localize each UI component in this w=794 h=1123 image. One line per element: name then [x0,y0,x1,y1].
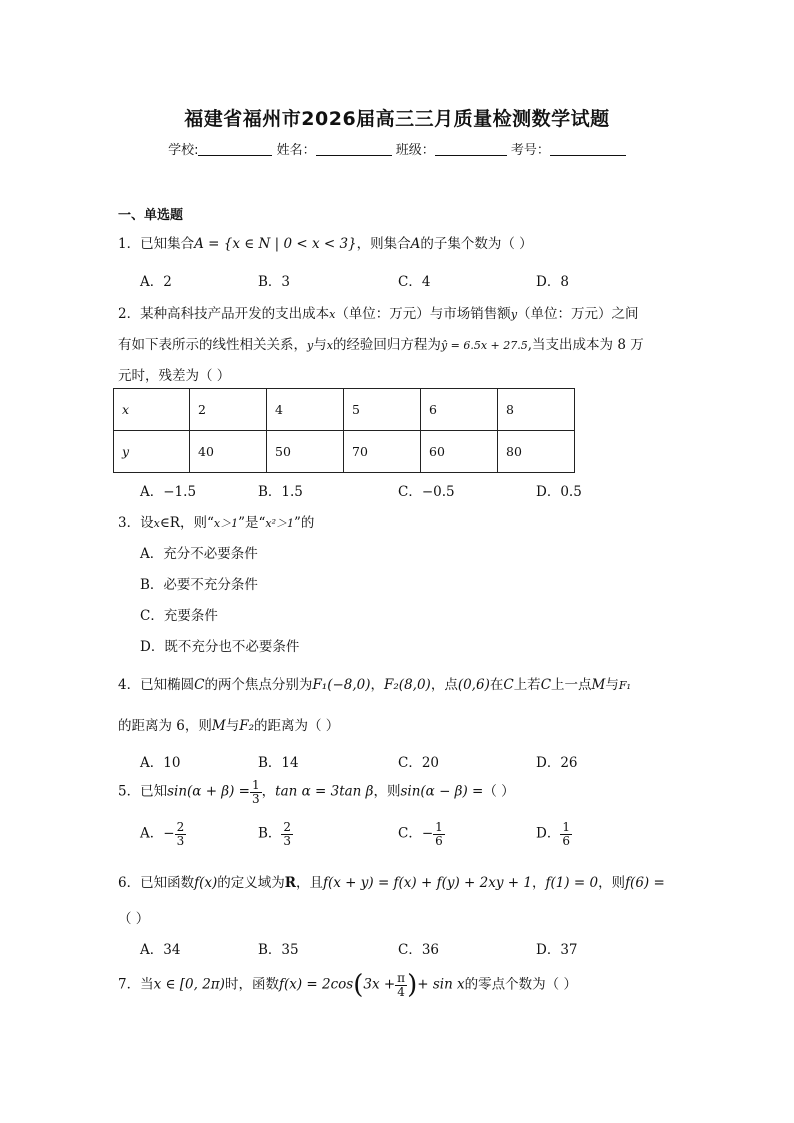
q7-expr: + sin x [417,976,465,993]
q5-text: （ ） [483,783,515,800]
q4-focus-2: F₂(8,0) [384,677,431,693]
q3-condition: x＞1 [213,517,239,530]
q4-text: 上一点 [551,677,592,693]
q6-option-a: A．34 [140,942,181,958]
section-title: 一、单选题 [118,208,184,223]
q4-var: C [503,677,514,693]
q4-var: C [540,677,552,693]
q7-domain: x ∈ [0, 2π) [153,976,225,993]
question-2-line-3: 元时，残差为（ ） [118,368,231,384]
q2-option-b: B．1.5 [258,484,303,500]
q2-text: ,当支出成本为 8 万 [527,337,644,353]
q7-expr: 3x + [363,976,396,993]
q2-option-a: A．−1.5 [140,484,197,500]
option-sign: − [421,825,434,842]
option-fraction [281,821,293,847]
q6-functional-eq: f(x + y) = f(x) + f(y) + 2xy + 1 [322,875,532,891]
student-info-line [0,139,794,158]
table-cell: 4 [267,389,344,431]
q1-text: 已知集合 [140,236,195,252]
q1-option-c: C．4 [398,274,431,290]
question-6 [118,871,665,891]
q5-expr: sin(α + β) = [167,783,250,800]
q7-text: 时，函数 [224,976,279,993]
q5-expr: tan α = 3tan β [275,783,374,800]
q3-option-a: A．充分不必要条件 [140,546,258,562]
q7-paren-open: ( [353,970,364,1000]
q3-text: 3．设 [118,515,154,531]
q5-option-c [398,821,445,847]
q2-text: 有如下表所示的线性相关关系， [118,337,307,353]
q2-regression-eq: ŷ = 6.5x + 27.5 [440,339,528,352]
q5-fraction [250,779,262,805]
q4-text: 的距离为 6，则 [118,718,212,734]
question-7 [118,970,577,1000]
q1-text: ，则集合 [356,236,411,252]
question-2-line-1 [118,302,639,322]
option-fraction [560,821,572,847]
q2-option-d: D．0.5 [536,484,582,500]
fraction-numerator: 1 [435,820,443,834]
option-fraction [433,821,445,847]
school-blank [198,142,272,156]
q3-text: ”的 [294,515,315,531]
q2-text: 与 [313,337,327,353]
table-cell: 70 [344,431,421,473]
q4-text: 的两个焦点分别为 [204,677,313,693]
q7-fraction [395,972,407,998]
question-4-line-2 [118,714,339,734]
fraction-denominator: 3 [283,833,292,848]
question-5 [118,779,515,805]
page-title: 福建省福州市2026届高三三月质量检测数学试题 [184,108,610,130]
option-sign: − [163,825,175,842]
table-cell: 5 [344,389,421,431]
fraction-numerator: 2 [283,820,292,834]
q1-text: 的子集个数为（ ） [420,236,533,252]
table-cell: y [114,431,190,473]
q4-option-b: B．14 [258,755,299,771]
question-1 [118,232,533,252]
q5-expr: sin(α − β) = [400,783,484,800]
table-cell: 80 [498,431,575,473]
q6-option-b: B．35 [258,942,299,958]
class-label: 班级： [395,143,435,158]
q7-function: f(x) = 2cos [278,976,354,993]
q4-text: 与 [225,718,240,734]
table-cell: 60 [421,431,498,473]
q6-expr: f(x) [194,875,218,891]
q2-var: y [307,339,314,352]
q4-var: M [591,677,606,693]
q1-number: 1． [118,236,141,252]
option-label: C． [398,825,422,842]
q7-text: 的零点个数为（ ） [464,976,577,993]
q6-condition: f(1) = 0 [545,875,599,891]
fraction-denominator: 6 [435,833,443,848]
q5-option-d [536,821,572,847]
q6-option-d: D．37 [536,942,578,958]
school-label: 学校: [168,143,199,158]
option-fraction [175,821,187,847]
option-label: D． [536,825,561,842]
name-blank [316,142,392,156]
fraction-denominator: 3 [252,791,260,806]
q6-real-set: R [284,875,296,891]
fraction-numerator: π [397,970,406,985]
q4-text: 在 [489,677,504,693]
option-label: A． [140,825,164,842]
q4-var: C [194,677,205,693]
q4-option-d: D．26 [536,755,578,771]
name-label: 姓名： [276,143,316,158]
question-3 [118,511,314,531]
q5-option-a [140,821,186,847]
table-cell: x [114,389,190,431]
q6-expr: f(6) = [625,875,665,891]
q6-text: ，且 [295,875,323,891]
table-cell: 2 [190,389,267,431]
fraction-numerator: 2 [176,820,185,834]
q4-option-a: A．10 [140,755,181,771]
q6-text: 6．已知函数 [118,875,195,891]
q4-text: 上若 [513,677,541,693]
q4-var: F₁ [618,679,631,692]
q3-condition: x²＞1 [265,517,295,530]
option-label: B． [258,825,282,842]
q2-var: x [329,308,336,321]
q1-option-b: B．3 [258,274,291,290]
fraction-numerator: 1 [252,778,260,792]
q4-text: ，点 [430,677,458,693]
q4-var: M [211,718,226,734]
q6-text: 的定义域为 [217,875,285,891]
q3-text: ”是“ [238,515,266,531]
q2-option-c: C．−0.5 [398,484,455,500]
question-4-line-1 [118,673,631,693]
q2-var: y [510,308,518,321]
fraction-numerator: 1 [562,820,570,834]
q4-focus-1: F₁(−8,0) [312,677,371,693]
q7-text: 7．当 [118,976,154,993]
q5-text: ， [261,783,276,800]
q2-text: （单位：万元）与市场销售额 [335,306,511,322]
table-cell: 40 [190,431,267,473]
q4-text: 与 [605,677,619,693]
q3-option-c: C．充要条件 [140,608,218,624]
fraction-denominator: 4 [397,984,405,999]
q3-text: ∈R，则“ [159,515,214,531]
q4-text: 的距离为（ ） [254,718,340,734]
q1-var: A [410,236,421,252]
q2-text: 的经验回归方程为 [332,337,441,353]
table-cell: 8 [498,389,575,431]
question-2-line-2 [118,333,644,353]
q4-option-c: C．20 [398,755,440,771]
q6-text: ，则 [598,875,626,891]
exam-no-blank [550,142,626,156]
q2-data-table [113,388,575,473]
q1-option-a: A．2 [140,274,172,290]
q6-text: ， [531,875,546,891]
q7-paren-close: ) [407,970,418,1000]
q5-option-b [258,821,293,847]
class-blank [435,142,507,156]
q1-set-expr: A = {x ∈ N | 0 < x < 3} [194,236,357,252]
fraction-denominator: 6 [562,833,570,848]
q4-point: (0,6) [457,677,490,693]
table-cell: 50 [267,431,344,473]
q6-option-c: C．36 [398,942,440,958]
q4-var: F₂ [239,718,254,734]
fraction-denominator: 3 [176,833,185,848]
q2-text: 2．某种高科技产品开发的支出成本 [118,306,330,322]
table-cell: 6 [421,389,498,431]
q3-var: x [153,517,160,530]
q3-option-d: D．既不充分也不必要条件 [140,639,300,655]
exam-no-label: 考号： [510,143,550,158]
table-row [114,431,575,473]
table-row [114,389,575,431]
q4-text: 4．已知椭圆 [118,677,195,693]
q1-option-d: D．8 [536,274,569,290]
question-6-line-2: （ ） [118,911,150,927]
q2-var: x [326,339,333,352]
q4-text: ， [370,677,385,693]
q3-option-b: B．必要不充分条件 [140,577,258,593]
q5-text: 5．已知 [118,783,168,800]
q5-text: ，则 [373,783,401,800]
q2-text: （单位：万元）之间 [517,306,639,322]
